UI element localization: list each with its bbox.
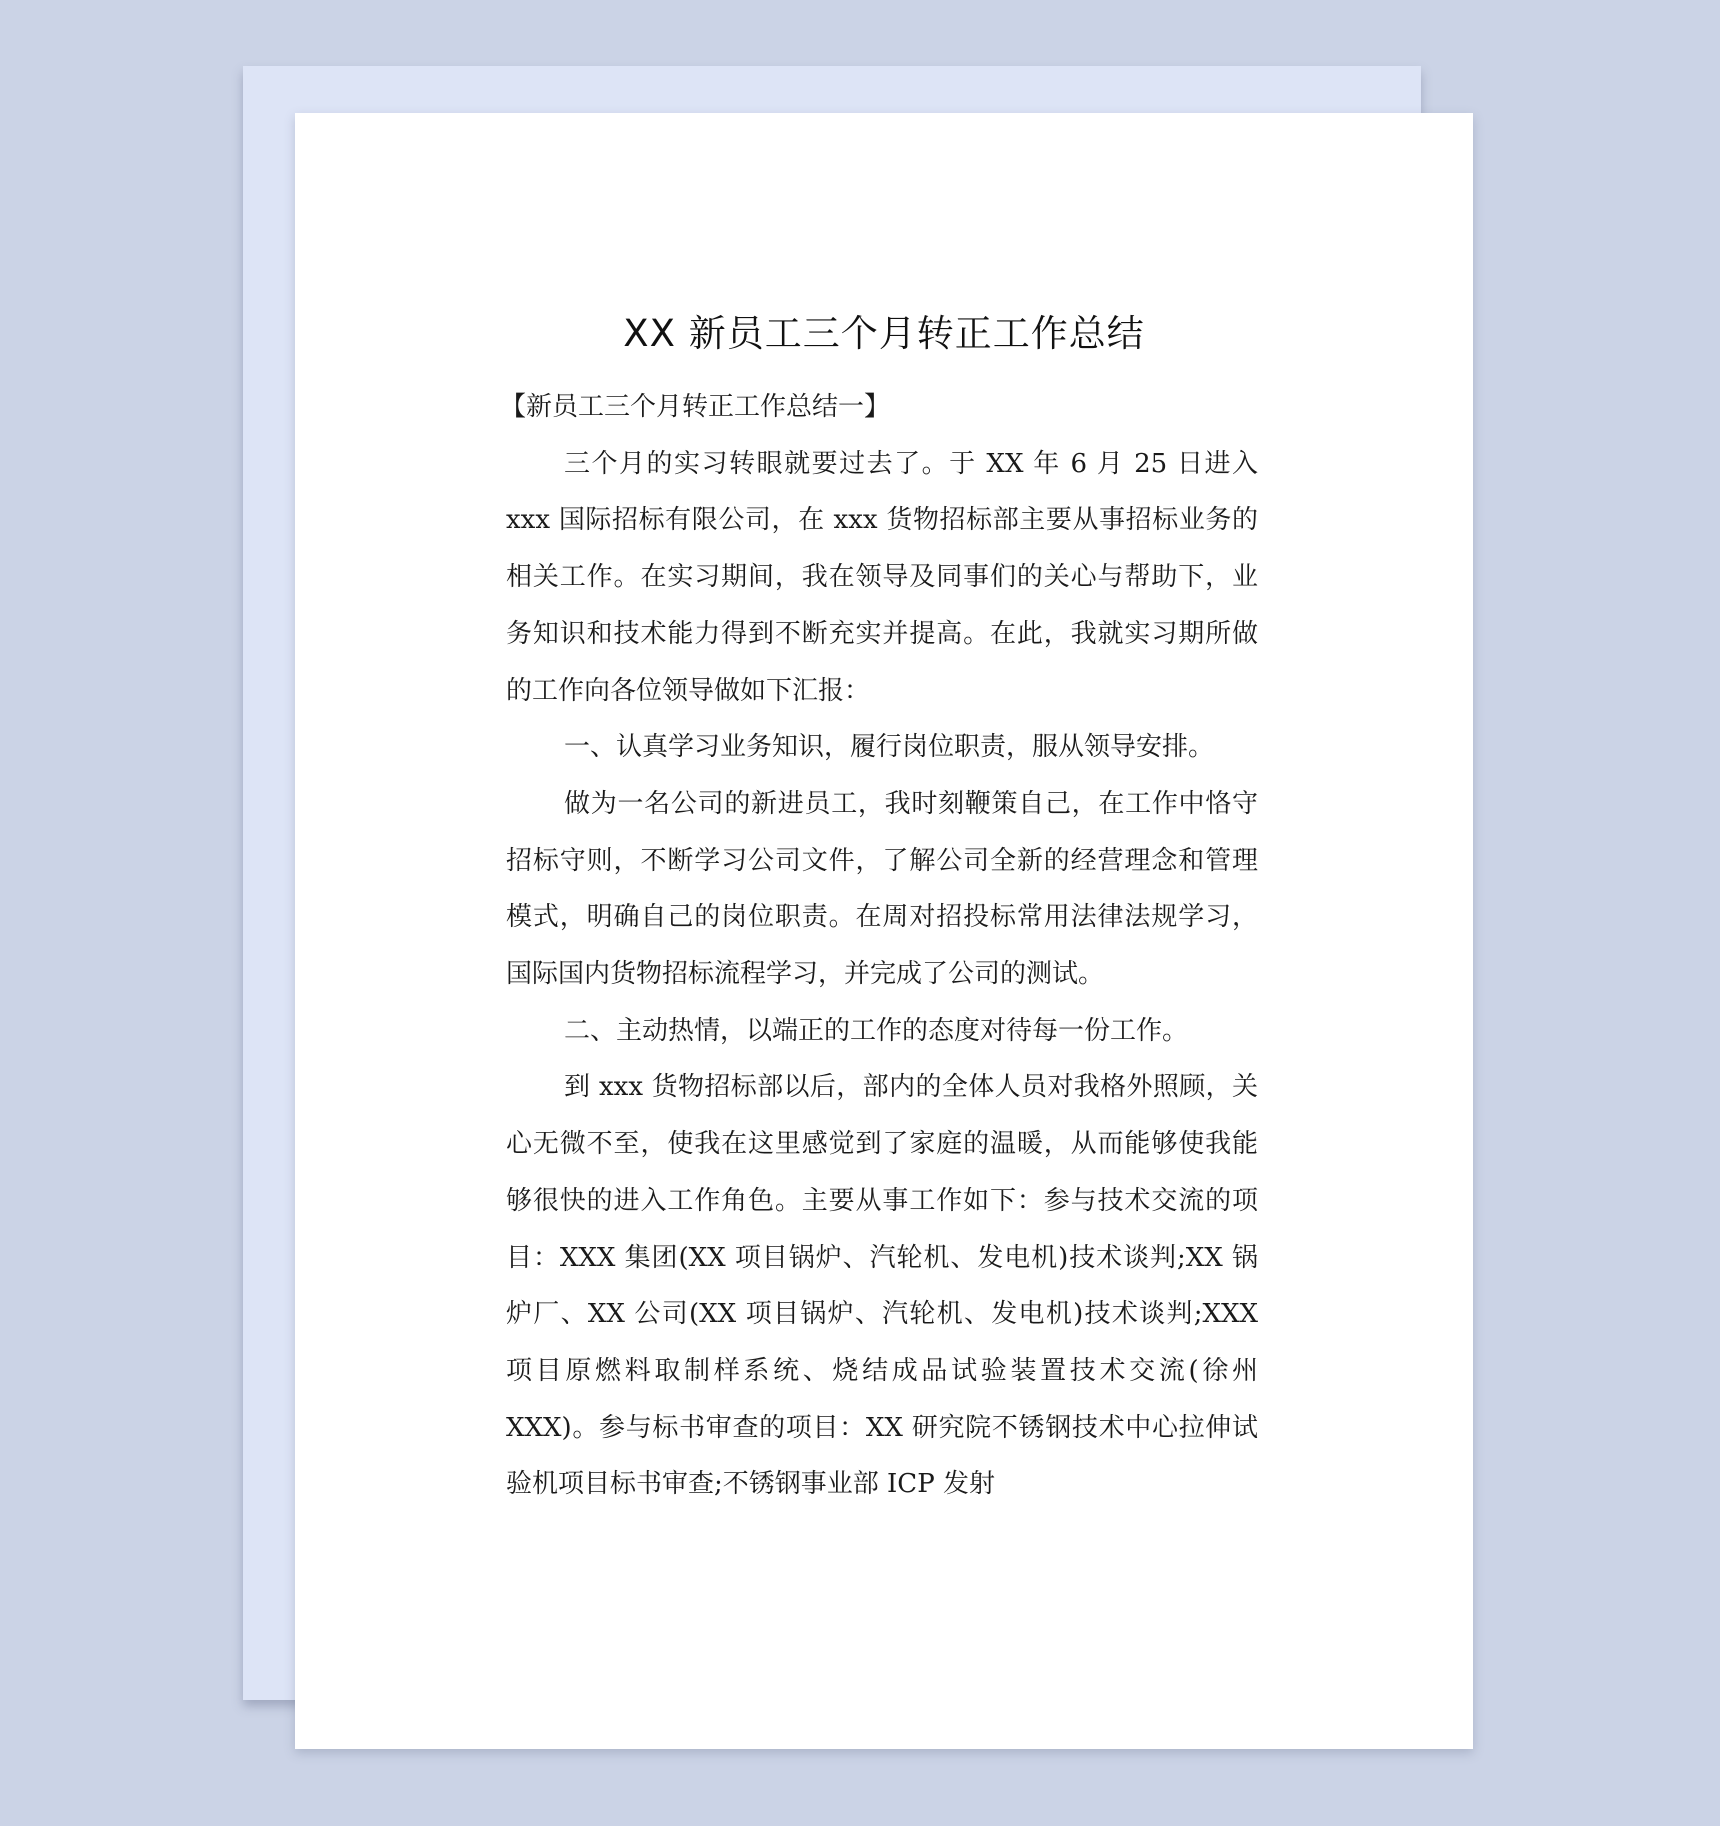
document-body xyxy=(500,379,1258,1513)
document-page xyxy=(295,113,1473,1749)
section-heading: 【新员工三个月转正工作总结一】 xyxy=(500,392,891,422)
paragraph-study: 做为一名公司的新进员工，我时刻鞭策自己，在工作中恪守招标守则，不断学习公司文件，了解公司全新的经营理念和管理模式，明确自己的岗位职责。在周对招投标常用法律法规学习，国际国内货物招标流程学习，并完成了公司的测试。 xyxy=(506,788,1258,990)
paragraph-point-one: 一、认真学习业务知识，履行岗位职责，服从领导安排。 xyxy=(564,732,1215,763)
paragraph-intro: 三个月的实习转眼就要过去了。于 XX 年 6 月 25 日进入 xxx 国际招标有限公司，在 xxx 货物招标部主要从事招标业务的相关工作。在实习期间，我在领导及同事们的关心与帮助下，业务知识和技术能力得到不断充实并提高。在此，我就实习期所做的工作向各位领导做如下汇报： xyxy=(506,448,1258,706)
document-title: XX 新员工三个月转正工作总结 xyxy=(623,312,1145,355)
paragraph-work: 到 xxx 货物招标部以后，部内的全体人员对我格外照顾，关心无微不至，使我在这里感觉到了家庭的温暖，从而能够使我能够很快的进入工作角色。主要从事工作如下：参与技术交流的项目：XXX 集团(XX 项目锅炉、汽轮机、发电机)技术谈判;XX 锅炉厂、XX 公司(XX 项目锅炉、汽轮机、发电机)技术谈判;XXX 项目原燃料取制样系统、烧结成品试验装置技术交流(徐州 XXX)。参与标书审查的项目：XX 研究院不锈钢技术中心拉伸试验机项目标书审查;不锈钢事业部 ICP 发射 xyxy=(506,1072,1258,1500)
paragraph-point-two: 二、主动热情，以端正的工作的态度对待每一份工作。 xyxy=(564,1015,1189,1046)
